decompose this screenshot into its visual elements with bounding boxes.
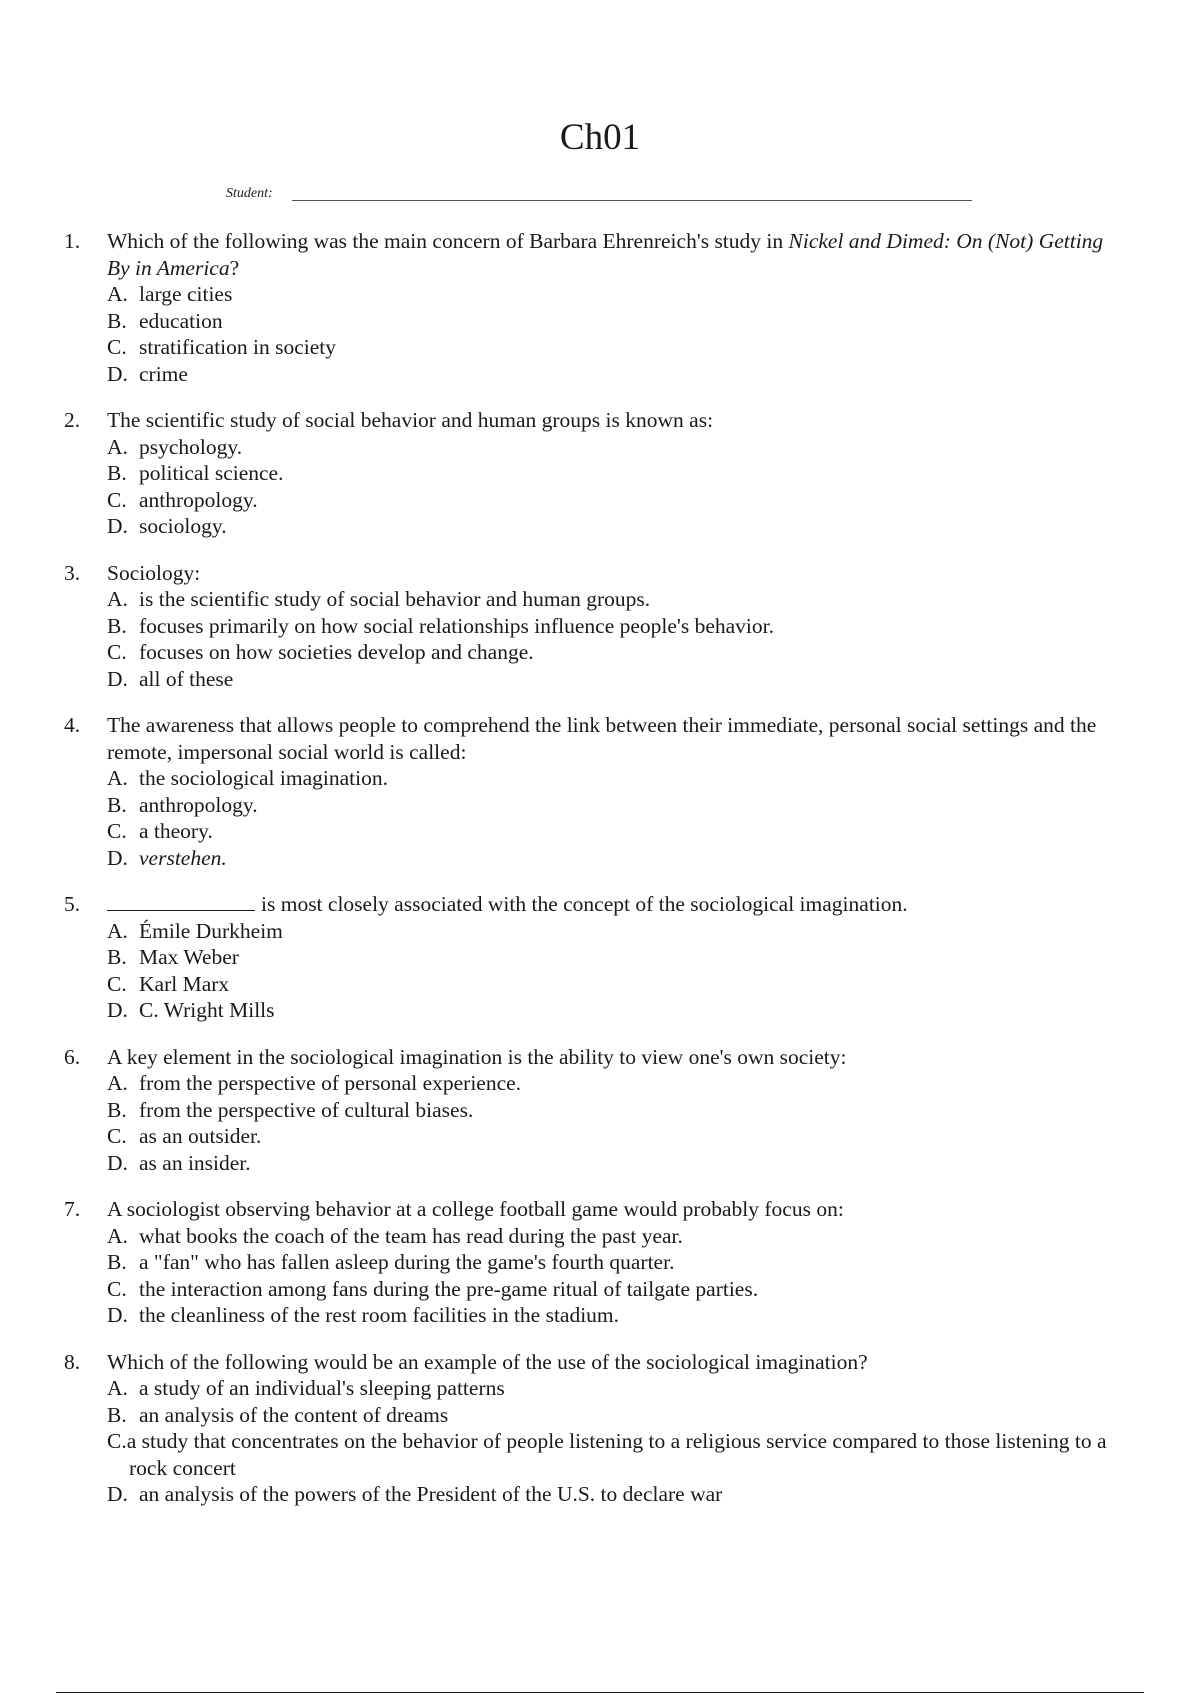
question-stem: The awareness that allows people to comprehend the link between their immediate, personal social settings and the remote, impersonal social world is called: xyxy=(107,713,1097,764)
option-text: a study that concentrates on the behavior of people listening to a religious service compared to those listening to a rock concert xyxy=(126,1429,1107,1480)
option-letter: D. xyxy=(107,1150,128,1175)
question-number: 5. xyxy=(64,892,81,916)
option-letter: B. xyxy=(107,1250,127,1274)
question-stem xyxy=(107,228,1124,281)
page-title: Ch01 xyxy=(559,117,641,158)
option-b[interactable] xyxy=(107,1402,1124,1429)
question-6 xyxy=(64,1044,1124,1177)
question-1 xyxy=(64,228,1124,387)
question-number: 1. xyxy=(64,229,81,253)
option-c[interactable] xyxy=(107,1428,1124,1481)
option-letter: D. xyxy=(107,1482,128,1506)
question-number: 6. xyxy=(64,1044,81,1069)
option-letter: B. xyxy=(107,461,127,485)
footer-divider xyxy=(56,1692,1144,1693)
option-a[interactable] xyxy=(107,765,1124,792)
question-stem: Which of the following would be an example of the use of the sociological imagination? xyxy=(107,1349,868,1374)
student-label: Student: xyxy=(226,186,273,201)
option-b[interactable] xyxy=(107,1249,1124,1276)
option-text: as an insider. xyxy=(139,1150,251,1175)
option-text: what books the coach of the team has read during the past year. xyxy=(139,1223,683,1248)
option-list xyxy=(107,1223,1124,1329)
question-2 xyxy=(64,407,1124,540)
option-d[interactable] xyxy=(107,1302,1124,1329)
option-text: psychology. xyxy=(139,434,243,459)
option-text: an analysis of the content of dreams xyxy=(139,1402,449,1427)
option-list xyxy=(107,1375,1124,1508)
option-text: Émile Durkheim xyxy=(139,918,283,943)
option-a[interactable] xyxy=(107,1070,1124,1097)
option-text: a "fan" who has fallen asleep during the game's fourth quarter. xyxy=(139,1250,675,1274)
option-letter: A. xyxy=(107,1376,128,1400)
option-list xyxy=(107,1070,1124,1176)
option-text: all of these xyxy=(139,666,234,691)
option-a[interactable] xyxy=(107,281,1124,308)
option-list xyxy=(107,434,1124,540)
option-letter: B. xyxy=(107,1097,127,1122)
option-text: education xyxy=(139,308,223,333)
question-7 xyxy=(64,1196,1124,1329)
student-name-line[interactable] xyxy=(292,200,972,201)
option-letter: A. xyxy=(107,587,128,611)
option-text: focuses on how societies develop and change. xyxy=(139,640,534,664)
option-d[interactable] xyxy=(107,513,1124,540)
question-stem: The scientific study of social behavior and human groups is known as: xyxy=(107,408,714,432)
stem-text: is most closely associated with the concept of the sociological imagination. xyxy=(261,892,908,916)
stem-text: Which of the following was the main concern of Barbara Ehrenreich's study in xyxy=(107,229,789,253)
option-text: the cleanliness of the rest room facilities in the stadium. xyxy=(139,1303,620,1327)
option-list xyxy=(107,918,1124,1024)
option-text: an analysis of the powers of the President of the U.S. to declare war xyxy=(139,1482,723,1506)
question-list xyxy=(64,228,1124,1528)
option-text: anthropology. xyxy=(139,792,258,817)
option-d[interactable] xyxy=(107,997,1124,1024)
question-8 xyxy=(64,1349,1124,1508)
option-d[interactable] xyxy=(107,361,1124,388)
option-letter: A. xyxy=(107,918,128,943)
option-text: crime xyxy=(139,361,188,386)
option-text: C. Wright Mills xyxy=(139,998,275,1022)
option-c[interactable] xyxy=(107,971,1124,998)
option-list xyxy=(107,586,1124,692)
option-letter: D. xyxy=(107,1303,128,1327)
book-title: Nickel and Dimed: On (Not) Getting By in America xyxy=(107,229,1104,280)
option-text: Karl Marx xyxy=(139,971,230,996)
option-text: from the perspective of personal experience. xyxy=(139,1071,522,1095)
option-text: as an outsider. xyxy=(139,1124,262,1148)
option-letter: D. xyxy=(107,514,128,538)
option-letter: A. xyxy=(107,434,128,459)
option-c[interactable] xyxy=(107,487,1124,514)
question-stem: A key element in the sociological imagination is the ability to view one's own society: xyxy=(107,1044,847,1069)
option-text: stratification in society xyxy=(139,335,337,359)
option-b[interactable] xyxy=(107,613,1124,640)
question-stem xyxy=(107,891,1124,918)
option-b[interactable] xyxy=(107,1097,1124,1124)
option-letter: C. xyxy=(107,1276,127,1301)
option-letter: A. xyxy=(107,766,128,790)
option-letter: C. xyxy=(107,335,127,359)
answer-blank xyxy=(107,892,255,911)
option-d[interactable] xyxy=(107,1481,1124,1508)
option-letter: C. xyxy=(107,640,127,664)
question-stem: Sociology: xyxy=(107,560,201,585)
option-text: focuses primarily on how social relationships influence people's behavior. xyxy=(139,613,774,638)
option-text: a study of an individual's sleeping patterns xyxy=(139,1376,505,1400)
option-text: Max Weber xyxy=(139,945,239,969)
option-c[interactable] xyxy=(107,639,1124,666)
question-number: 8. xyxy=(64,1349,81,1374)
option-b[interactable] xyxy=(107,308,1124,335)
student-name-row[interactable] xyxy=(226,183,972,205)
option-letter: B. xyxy=(107,792,127,817)
option-letter: C. xyxy=(107,971,127,996)
option-letter: C. xyxy=(107,487,127,512)
option-d[interactable] xyxy=(107,1150,1124,1177)
option-letter: B. xyxy=(107,308,127,333)
option-d[interactable] xyxy=(107,666,1124,693)
option-list xyxy=(107,765,1124,871)
option-a[interactable] xyxy=(107,1375,1124,1402)
option-list xyxy=(107,281,1124,387)
option-letter: B. xyxy=(107,945,127,969)
question-number: 3. xyxy=(64,560,81,585)
question-4 xyxy=(64,712,1124,871)
option-letter: D. xyxy=(107,845,128,870)
question-number: 4. xyxy=(64,713,81,737)
question-5 xyxy=(64,891,1124,1024)
option-text: from the perspective of cultural biases. xyxy=(139,1097,474,1122)
option-letter: D. xyxy=(107,666,128,691)
option-letter: C. xyxy=(107,819,127,843)
option-text: anthropology. xyxy=(139,487,258,512)
option-letter: D. xyxy=(107,998,128,1022)
option-text: a theory. xyxy=(139,819,213,843)
question-number: 2. xyxy=(64,408,81,432)
option-d[interactable] xyxy=(107,845,1124,872)
option-text: large cities xyxy=(139,282,233,306)
option-b[interactable] xyxy=(107,792,1124,819)
option-letter: B. xyxy=(107,1402,127,1427)
question-stem: A sociologist observing behavior at a college football game would probably focus on: xyxy=(107,1197,844,1221)
option-text: verstehen. xyxy=(139,845,227,870)
option-c[interactable] xyxy=(107,334,1124,361)
option-letter: D. xyxy=(107,361,128,386)
option-letter: A. xyxy=(107,282,128,306)
question-number: 7. xyxy=(64,1197,81,1221)
option-c[interactable] xyxy=(107,1276,1124,1303)
option-text: is the scientific study of social behavior and human groups. xyxy=(139,587,651,611)
option-c[interactable] xyxy=(107,818,1124,845)
option-letter: A. xyxy=(107,1223,128,1248)
option-letter: C. xyxy=(107,1124,127,1148)
option-text: the interaction among fans during the pre-game ritual of tailgate parties. xyxy=(139,1276,759,1301)
option-c[interactable] xyxy=(107,1123,1124,1150)
option-letter: B. xyxy=(107,613,127,638)
option-a[interactable] xyxy=(107,918,1124,945)
option-a[interactable] xyxy=(107,1223,1124,1250)
option-b[interactable] xyxy=(107,460,1124,487)
option-b[interactable] xyxy=(107,944,1124,971)
option-a[interactable] xyxy=(107,434,1124,461)
option-text: the sociological imagination. xyxy=(139,766,388,790)
question-3 xyxy=(64,560,1124,693)
option-text: sociology. xyxy=(139,514,227,538)
option-text: political science. xyxy=(139,461,284,485)
stem-text-end: ? xyxy=(229,255,240,280)
option-a[interactable] xyxy=(107,586,1124,613)
option-letter: C. xyxy=(107,1429,127,1453)
option-letter: A. xyxy=(107,1071,128,1095)
